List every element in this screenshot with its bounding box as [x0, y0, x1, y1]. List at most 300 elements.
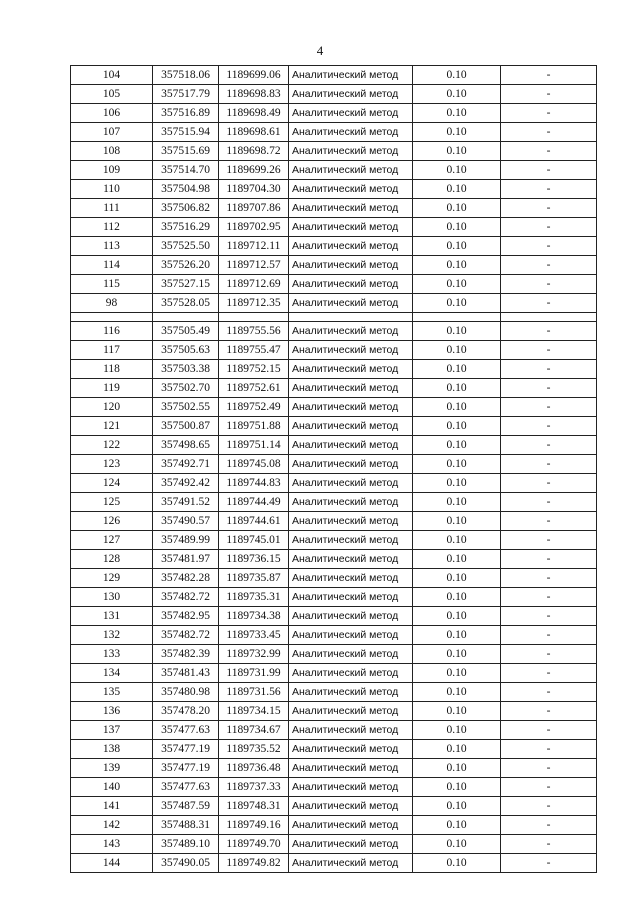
table-row — [71, 474, 597, 493]
accuracy-cell: 0.10 — [413, 436, 501, 455]
method-cell: Аналитический метод — [289, 237, 413, 256]
method-cell: Аналитический метод — [289, 569, 413, 588]
accuracy-cell: 0.10 — [413, 123, 501, 142]
point-number-cell: 115 — [71, 275, 153, 294]
x-coordinate-cell: 357518.06 — [153, 66, 219, 85]
x-coordinate-cell: 357490.05 — [153, 854, 219, 873]
note-cell: - — [501, 569, 597, 588]
accuracy-cell: 0.10 — [413, 493, 501, 512]
note-cell: - — [501, 797, 597, 816]
accuracy-cell: 0.10 — [413, 360, 501, 379]
separator-cell — [153, 313, 219, 322]
accuracy-cell: 0.10 — [413, 474, 501, 493]
note-cell: - — [501, 180, 597, 199]
point-number-cell: 120 — [71, 398, 153, 417]
method-cell: Аналитический метод — [289, 854, 413, 873]
accuracy-cell: 0.10 — [413, 797, 501, 816]
point-number-cell: 139 — [71, 759, 153, 778]
note-cell: - — [501, 607, 597, 626]
note-cell: - — [501, 664, 597, 683]
method-cell: Аналитический метод — [289, 816, 413, 835]
table-row — [71, 683, 597, 702]
method-cell: Аналитический метод — [289, 360, 413, 379]
note-cell: - — [501, 588, 597, 607]
note-cell: - — [501, 417, 597, 436]
y-coordinate-cell: 1189734.38 — [219, 607, 289, 626]
method-cell: Аналитический метод — [289, 398, 413, 417]
method-cell: Аналитический метод — [289, 683, 413, 702]
y-coordinate-cell: 1189749.16 — [219, 816, 289, 835]
note-cell: - — [501, 740, 597, 759]
note-cell: - — [501, 493, 597, 512]
y-coordinate-cell: 1189736.15 — [219, 550, 289, 569]
point-number-cell: 135 — [71, 683, 153, 702]
accuracy-cell: 0.10 — [413, 702, 501, 721]
x-coordinate-cell: 357482.72 — [153, 588, 219, 607]
method-cell: Аналитический метод — [289, 218, 413, 237]
point-number-cell: 141 — [71, 797, 153, 816]
accuracy-cell: 0.10 — [413, 322, 501, 341]
method-cell: Аналитический метод — [289, 550, 413, 569]
accuracy-cell: 0.10 — [413, 398, 501, 417]
method-cell: Аналитический метод — [289, 626, 413, 645]
table-row — [71, 626, 597, 645]
point-number-cell: 138 — [71, 740, 153, 759]
note-cell: - — [501, 531, 597, 550]
point-number-cell: 108 — [71, 142, 153, 161]
x-coordinate-cell: 357505.49 — [153, 322, 219, 341]
y-coordinate-cell: 1189712.35 — [219, 294, 289, 313]
method-cell: Аналитический метод — [289, 85, 413, 104]
accuracy-cell: 0.10 — [413, 854, 501, 873]
table-row — [71, 664, 597, 683]
y-coordinate-cell: 1189748.31 — [219, 797, 289, 816]
method-cell: Аналитический метод — [289, 294, 413, 313]
method-cell: Аналитический метод — [289, 645, 413, 664]
accuracy-cell: 0.10 — [413, 275, 501, 294]
y-coordinate-cell: 1189707.86 — [219, 199, 289, 218]
accuracy-cell: 0.10 — [413, 835, 501, 854]
y-coordinate-cell: 1189698.83 — [219, 85, 289, 104]
table-row — [71, 740, 597, 759]
point-number-cell: 111 — [71, 199, 153, 218]
y-coordinate-cell: 1189755.47 — [219, 341, 289, 360]
point-number-cell: 117 — [71, 341, 153, 360]
point-number-cell: 109 — [71, 161, 153, 180]
x-coordinate-cell: 357504.98 — [153, 180, 219, 199]
x-coordinate-cell: 357487.59 — [153, 797, 219, 816]
table-row — [71, 588, 597, 607]
point-number-cell: 132 — [71, 626, 153, 645]
table-row — [71, 237, 597, 256]
point-number-cell: 113 — [71, 237, 153, 256]
note-cell: - — [501, 512, 597, 531]
table-row — [71, 816, 597, 835]
point-number-cell: 136 — [71, 702, 153, 721]
x-coordinate-cell: 357515.69 — [153, 142, 219, 161]
y-coordinate-cell: 1189712.57 — [219, 256, 289, 275]
y-coordinate-cell: 1189744.49 — [219, 493, 289, 512]
accuracy-cell: 0.10 — [413, 66, 501, 85]
y-coordinate-cell: 1189744.83 — [219, 474, 289, 493]
accuracy-cell: 0.10 — [413, 341, 501, 360]
y-coordinate-cell: 1189712.69 — [219, 275, 289, 294]
y-coordinate-cell: 1189698.72 — [219, 142, 289, 161]
y-coordinate-cell: 1189755.56 — [219, 322, 289, 341]
table-row — [71, 322, 597, 341]
table-row — [71, 645, 597, 664]
accuracy-cell: 0.10 — [413, 759, 501, 778]
note-cell: - — [501, 104, 597, 123]
method-cell: Аналитический метод — [289, 474, 413, 493]
table-row — [71, 550, 597, 569]
point-number-cell: 104 — [71, 66, 153, 85]
accuracy-cell: 0.10 — [413, 256, 501, 275]
table-row — [71, 721, 597, 740]
table-row — [71, 161, 597, 180]
note-cell: - — [501, 294, 597, 313]
point-number-cell: 119 — [71, 379, 153, 398]
table-row — [71, 569, 597, 588]
table-row — [71, 797, 597, 816]
x-coordinate-cell: 357492.71 — [153, 455, 219, 474]
accuracy-cell: 0.10 — [413, 550, 501, 569]
point-number-cell: 142 — [71, 816, 153, 835]
x-coordinate-cell: 357492.42 — [153, 474, 219, 493]
accuracy-cell: 0.10 — [413, 626, 501, 645]
note-cell: - — [501, 721, 597, 740]
contour-separator-row — [71, 313, 597, 322]
method-cell: Аналитический метод — [289, 607, 413, 626]
accuracy-cell: 0.10 — [413, 645, 501, 664]
page-number: 4 — [316, 43, 324, 58]
point-number-cell: 127 — [71, 531, 153, 550]
point-number-cell: 129 — [71, 569, 153, 588]
note-cell: - — [501, 455, 597, 474]
y-coordinate-cell: 1189731.99 — [219, 664, 289, 683]
method-cell: Аналитический метод — [289, 835, 413, 854]
accuracy-cell: 0.10 — [413, 816, 501, 835]
x-coordinate-cell: 357500.87 — [153, 417, 219, 436]
point-number-cell: 144 — [71, 854, 153, 873]
method-cell: Аналитический метод — [289, 341, 413, 360]
table-row — [71, 835, 597, 854]
separator-cell — [219, 313, 289, 322]
method-cell: Аналитический метод — [289, 664, 413, 683]
method-cell: Аналитический метод — [289, 778, 413, 797]
x-coordinate-cell: 357488.31 — [153, 816, 219, 835]
point-number-cell: 114 — [71, 256, 153, 275]
note-cell: - — [501, 550, 597, 569]
table-row — [71, 702, 597, 721]
point-number-cell: 143 — [71, 835, 153, 854]
method-cell: Аналитический метод — [289, 275, 413, 294]
table-row — [71, 417, 597, 436]
note-cell: - — [501, 816, 597, 835]
accuracy-cell: 0.10 — [413, 455, 501, 474]
table-row — [71, 360, 597, 379]
point-number-cell: 98 — [71, 294, 153, 313]
method-cell: Аналитический метод — [289, 455, 413, 474]
note-cell: - — [501, 66, 597, 85]
method-cell: Аналитический метод — [289, 161, 413, 180]
x-coordinate-cell: 357515.94 — [153, 123, 219, 142]
x-coordinate-cell: 357480.98 — [153, 683, 219, 702]
point-number-cell: 122 — [71, 436, 153, 455]
note-cell: - — [501, 161, 597, 180]
separator-cell — [413, 313, 501, 322]
y-coordinate-cell: 1189734.15 — [219, 702, 289, 721]
note-cell: - — [501, 854, 597, 873]
note-cell: - — [501, 360, 597, 379]
x-coordinate-cell: 357477.63 — [153, 778, 219, 797]
separator-cell — [71, 313, 153, 322]
point-number-cell: 125 — [71, 493, 153, 512]
y-coordinate-cell: 1189712.11 — [219, 237, 289, 256]
x-coordinate-cell: 357503.38 — [153, 360, 219, 379]
note-cell: - — [501, 683, 597, 702]
note-cell: - — [501, 199, 597, 218]
y-coordinate-cell: 1189731.56 — [219, 683, 289, 702]
accuracy-cell: 0.10 — [413, 512, 501, 531]
point-number-cell: 128 — [71, 550, 153, 569]
y-coordinate-cell: 1189699.06 — [219, 66, 289, 85]
note-cell: - — [501, 474, 597, 493]
note-cell: - — [501, 778, 597, 797]
y-coordinate-cell: 1189749.70 — [219, 835, 289, 854]
note-cell: - — [501, 645, 597, 664]
accuracy-cell: 0.10 — [413, 161, 501, 180]
table-row — [71, 607, 597, 626]
table-row — [71, 455, 597, 474]
y-coordinate-cell: 1189732.99 — [219, 645, 289, 664]
accuracy-cell: 0.10 — [413, 740, 501, 759]
point-number-cell: 105 — [71, 85, 153, 104]
note-cell: - — [501, 702, 597, 721]
note-cell: - — [501, 322, 597, 341]
y-coordinate-cell: 1189735.52 — [219, 740, 289, 759]
accuracy-cell: 0.10 — [413, 588, 501, 607]
x-coordinate-cell: 357482.72 — [153, 626, 219, 645]
accuracy-cell: 0.10 — [413, 237, 501, 256]
table-row — [71, 854, 597, 873]
x-coordinate-cell: 357502.55 — [153, 398, 219, 417]
point-number-cell: 116 — [71, 322, 153, 341]
y-coordinate-cell: 1189752.49 — [219, 398, 289, 417]
method-cell: Аналитический метод — [289, 721, 413, 740]
accuracy-cell: 0.10 — [413, 569, 501, 588]
x-coordinate-cell: 357516.29 — [153, 218, 219, 237]
y-coordinate-cell: 1189734.67 — [219, 721, 289, 740]
x-coordinate-cell: 357477.19 — [153, 740, 219, 759]
note-cell: - — [501, 85, 597, 104]
point-number-cell: 126 — [71, 512, 153, 531]
accuracy-cell: 0.10 — [413, 85, 501, 104]
y-coordinate-cell: 1189749.82 — [219, 854, 289, 873]
y-coordinate-cell: 1189752.61 — [219, 379, 289, 398]
point-number-cell: 137 — [71, 721, 153, 740]
y-coordinate-cell: 1189702.95 — [219, 218, 289, 237]
table-row — [71, 180, 597, 199]
table-row — [71, 759, 597, 778]
table-row — [71, 531, 597, 550]
separator-cell — [501, 313, 597, 322]
point-number-cell: 110 — [71, 180, 153, 199]
table-row — [71, 436, 597, 455]
x-coordinate-cell: 357482.28 — [153, 569, 219, 588]
point-number-cell: 121 — [71, 417, 153, 436]
y-coordinate-cell: 1189737.33 — [219, 778, 289, 797]
y-coordinate-cell: 1189744.61 — [219, 512, 289, 531]
method-cell: Аналитический метод — [289, 493, 413, 512]
table-row — [71, 275, 597, 294]
method-cell: Аналитический метод — [289, 740, 413, 759]
point-number-cell: 140 — [71, 778, 153, 797]
table-row — [71, 123, 597, 142]
y-coordinate-cell: 1189752.15 — [219, 360, 289, 379]
note-cell: - — [501, 256, 597, 275]
point-number-cell: 106 — [71, 104, 153, 123]
y-coordinate-cell: 1189699.26 — [219, 161, 289, 180]
method-cell: Аналитический метод — [289, 759, 413, 778]
method-cell: Аналитический метод — [289, 417, 413, 436]
x-coordinate-cell: 357506.82 — [153, 199, 219, 218]
note-cell: - — [501, 436, 597, 455]
x-coordinate-cell: 357489.99 — [153, 531, 219, 550]
accuracy-cell: 0.10 — [413, 683, 501, 702]
accuracy-cell: 0.10 — [413, 721, 501, 740]
note-cell: - — [501, 759, 597, 778]
x-coordinate-cell: 357502.70 — [153, 379, 219, 398]
y-coordinate-cell: 1189751.88 — [219, 417, 289, 436]
x-coordinate-cell: 357481.97 — [153, 550, 219, 569]
y-coordinate-cell: 1189745.08 — [219, 455, 289, 474]
accuracy-cell: 0.10 — [413, 778, 501, 797]
accuracy-cell: 0.10 — [413, 417, 501, 436]
table-row — [71, 379, 597, 398]
point-number-cell: 133 — [71, 645, 153, 664]
table-row — [71, 512, 597, 531]
table-row — [71, 256, 597, 275]
note-cell: - — [501, 237, 597, 256]
table-row — [71, 142, 597, 161]
method-cell: Аналитический метод — [289, 702, 413, 721]
x-coordinate-cell: 357481.43 — [153, 664, 219, 683]
y-coordinate-cell: 1189698.61 — [219, 123, 289, 142]
table-row — [71, 398, 597, 417]
method-cell: Аналитический метод — [289, 588, 413, 607]
accuracy-cell: 0.10 — [413, 218, 501, 237]
accuracy-cell: 0.10 — [413, 104, 501, 123]
accuracy-cell: 0.10 — [413, 664, 501, 683]
method-cell: Аналитический метод — [289, 256, 413, 275]
table-row — [71, 218, 597, 237]
coordinates-table — [70, 65, 597, 873]
x-coordinate-cell: 357477.19 — [153, 759, 219, 778]
table-row — [71, 778, 597, 797]
point-number-cell: 112 — [71, 218, 153, 237]
table-row — [71, 199, 597, 218]
method-cell: Аналитический метод — [289, 379, 413, 398]
note-cell: - — [501, 835, 597, 854]
accuracy-cell: 0.10 — [413, 142, 501, 161]
point-number-cell: 107 — [71, 123, 153, 142]
y-coordinate-cell: 1189735.31 — [219, 588, 289, 607]
method-cell: Аналитический метод — [289, 436, 413, 455]
table-row — [71, 66, 597, 85]
y-coordinate-cell: 1189736.48 — [219, 759, 289, 778]
method-cell: Аналитический метод — [289, 199, 413, 218]
accuracy-cell: 0.10 — [413, 199, 501, 218]
x-coordinate-cell: 357517.79 — [153, 85, 219, 104]
table-row — [71, 294, 597, 313]
note-cell: - — [501, 379, 597, 398]
x-coordinate-cell: 357528.05 — [153, 294, 219, 313]
x-coordinate-cell: 357526.20 — [153, 256, 219, 275]
accuracy-cell: 0.10 — [413, 180, 501, 199]
x-coordinate-cell: 357491.52 — [153, 493, 219, 512]
method-cell: Аналитический метод — [289, 531, 413, 550]
separator-cell — [289, 313, 413, 322]
accuracy-cell: 0.10 — [413, 294, 501, 313]
note-cell: - — [501, 142, 597, 161]
x-coordinate-cell: 357482.39 — [153, 645, 219, 664]
x-coordinate-cell: 357490.57 — [153, 512, 219, 531]
point-number-cell: 134 — [71, 664, 153, 683]
method-cell: Аналитический метод — [289, 512, 413, 531]
method-cell: Аналитический метод — [289, 123, 413, 142]
point-number-cell: 118 — [71, 360, 153, 379]
accuracy-cell: 0.10 — [413, 531, 501, 550]
y-coordinate-cell: 1189704.30 — [219, 180, 289, 199]
point-number-cell: 130 — [71, 588, 153, 607]
point-number-cell: 124 — [71, 474, 153, 493]
note-cell: - — [501, 218, 597, 237]
x-coordinate-cell: 357478.20 — [153, 702, 219, 721]
method-cell: Аналитический метод — [289, 142, 413, 161]
method-cell: Аналитический метод — [289, 180, 413, 199]
y-coordinate-cell: 1189751.14 — [219, 436, 289, 455]
x-coordinate-cell: 357477.63 — [153, 721, 219, 740]
note-cell: - — [501, 123, 597, 142]
method-cell: Аналитический метод — [289, 797, 413, 816]
x-coordinate-cell: 357514.70 — [153, 161, 219, 180]
table-row — [71, 104, 597, 123]
note-cell: - — [501, 398, 597, 417]
table-row — [71, 493, 597, 512]
note-cell: - — [501, 626, 597, 645]
accuracy-cell: 0.10 — [413, 379, 501, 398]
method-cell: Аналитический метод — [289, 104, 413, 123]
method-cell: Аналитический метод — [289, 66, 413, 85]
x-coordinate-cell: 357516.89 — [153, 104, 219, 123]
note-cell: - — [501, 341, 597, 360]
point-number-cell: 131 — [71, 607, 153, 626]
accuracy-cell: 0.10 — [413, 607, 501, 626]
y-coordinate-cell: 1189735.87 — [219, 569, 289, 588]
x-coordinate-cell: 357525.50 — [153, 237, 219, 256]
method-cell: Аналитический метод — [289, 322, 413, 341]
x-coordinate-cell: 357498.65 — [153, 436, 219, 455]
table-row — [71, 85, 597, 104]
x-coordinate-cell: 357482.95 — [153, 607, 219, 626]
x-coordinate-cell: 357505.63 — [153, 341, 219, 360]
x-coordinate-cell: 357489.10 — [153, 835, 219, 854]
x-coordinate-cell: 357527.15 — [153, 275, 219, 294]
y-coordinate-cell: 1189733.45 — [219, 626, 289, 645]
table-row — [71, 341, 597, 360]
note-cell: - — [501, 275, 597, 294]
